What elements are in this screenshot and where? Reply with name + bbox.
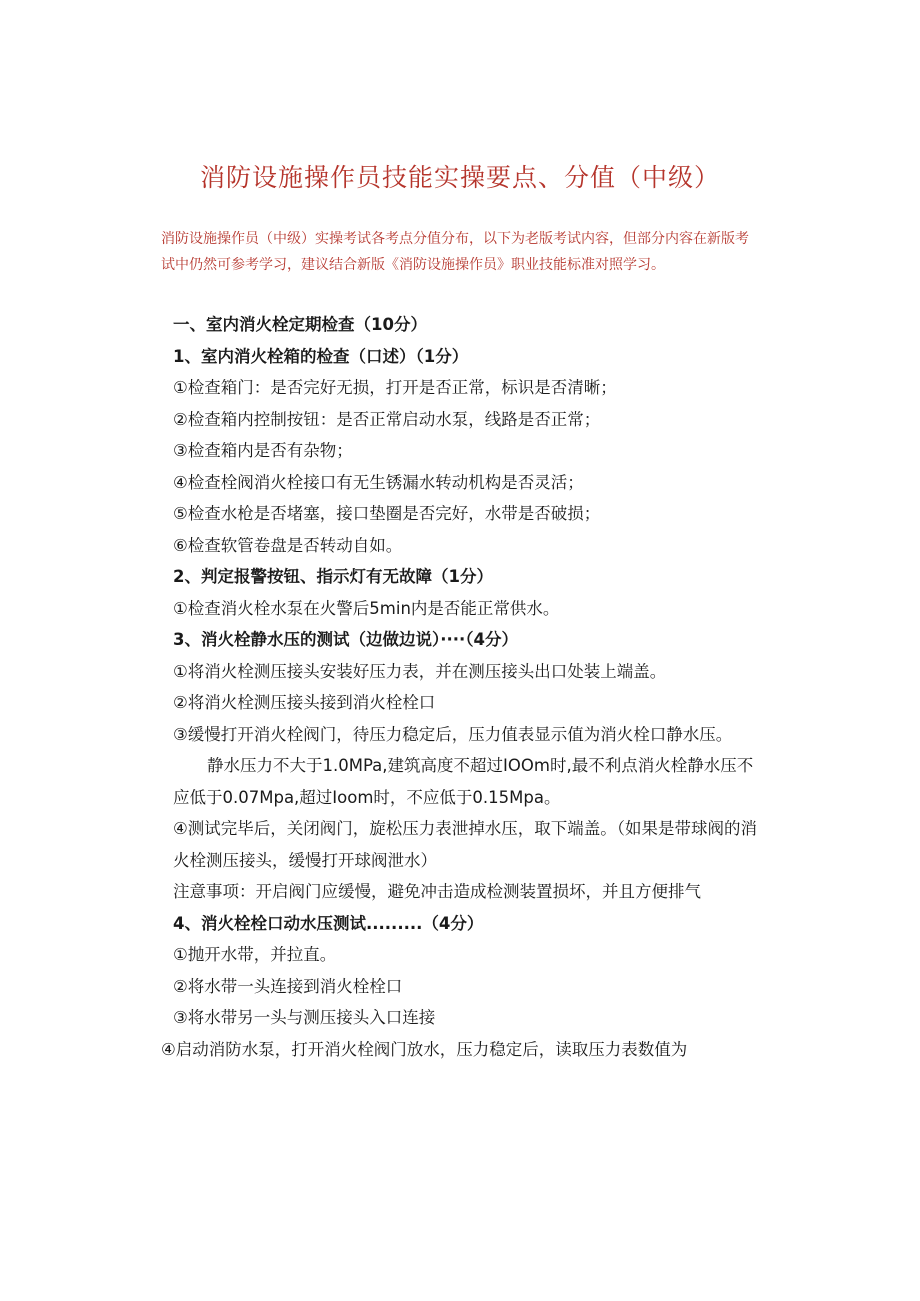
document-title: 消防设施操作员技能实操要点、分值（中级） xyxy=(199,163,720,192)
check-item: ①检查箱门：是否完好无损，打开是否正常，标识是否清晰； xyxy=(173,378,617,397)
check-item: ④检查栓阀消火栓接口有无生锈漏水转动机构是否灵活； xyxy=(173,472,584,492)
document-body xyxy=(161,309,763,1065)
procedure-step: ③将水带另一头与测压接头入口连接 xyxy=(173,1008,436,1027)
procedure-step: ④测试完毕后，关闭阀门，旋松压力表泄掉水压，取下端盖。（如果是带球阀的消火栓测压接头，缓慢打开球阀泄水） xyxy=(173,819,758,870)
check-item: ②检查箱内控制按钮：是否正常启动水泵，线路是否正常； xyxy=(173,409,601,429)
check-item: ③检查箱内是否有杂物； xyxy=(173,441,353,460)
check-item: ⑤检查水枪是否堵塞，接口垫圈是否完好，水带是否破损； xyxy=(173,504,601,523)
subsection-heading: 2、判定报警按钮、指示灯有无故障（1分） xyxy=(173,567,493,586)
subsection-heading: 1、室内消火栓箱的检查（口述）（1分） xyxy=(173,346,469,366)
procedure-step: ①将消火栓测压接头安装好压力表，并在测压接头出口处装上端盖。 xyxy=(173,661,667,681)
procedure-step: ②将消火栓测压接头接到消火栓栓口 xyxy=(173,693,436,712)
procedure-step: ②将水带一头连接到消火栓栓口 xyxy=(173,976,403,996)
subsection-heading: 4、消火栓栓口动水压测试.........（4分） xyxy=(173,913,484,933)
intro-paragraph: 消防设施操作员（中级）实操考试各考点分值分布，以下为老版考试内容，但部分内容在新版考试中仍然可参考学习，建议结合新版《消防设施操作员》职业技能标准对照学习。 xyxy=(161,231,749,273)
section-heading: 一、室内消火栓定期检查（10分） xyxy=(173,315,427,334)
subsection-heading: 3、消火栓静水压的测试（边做边说）····（4分） xyxy=(173,630,519,649)
check-item: ⑥检查软管卷盘是否转动自如。 xyxy=(173,535,403,555)
check-item: ①检查消火栓水泵在火警后5min内是否能正常供水。 xyxy=(173,598,560,618)
caution-note: 注意事项：开启阀门应缓慢，避免冲击造成检测装置损坏，并且方便排气 xyxy=(173,882,701,901)
procedure-step: ①抛开水带，并拉直。 xyxy=(173,945,337,964)
procedure-step: ④启动消防水泵，打开消火栓阀门放水，压力稳定后，读取压力表数值为 xyxy=(161,1039,688,1059)
procedure-step: ③缓慢打开消火栓阀门，待压力稳定后，压力值表显示值为消火栓口静水压。 xyxy=(173,724,733,744)
intro-note xyxy=(161,226,761,278)
pressure-requirement: 静水压力不大于1.0MPa,建筑高度不超过IOOm时,最不利点消火栓静水压不应低于0.07Mpa,超过Ioom时，不应低于0.15Mpa。 xyxy=(173,756,754,807)
